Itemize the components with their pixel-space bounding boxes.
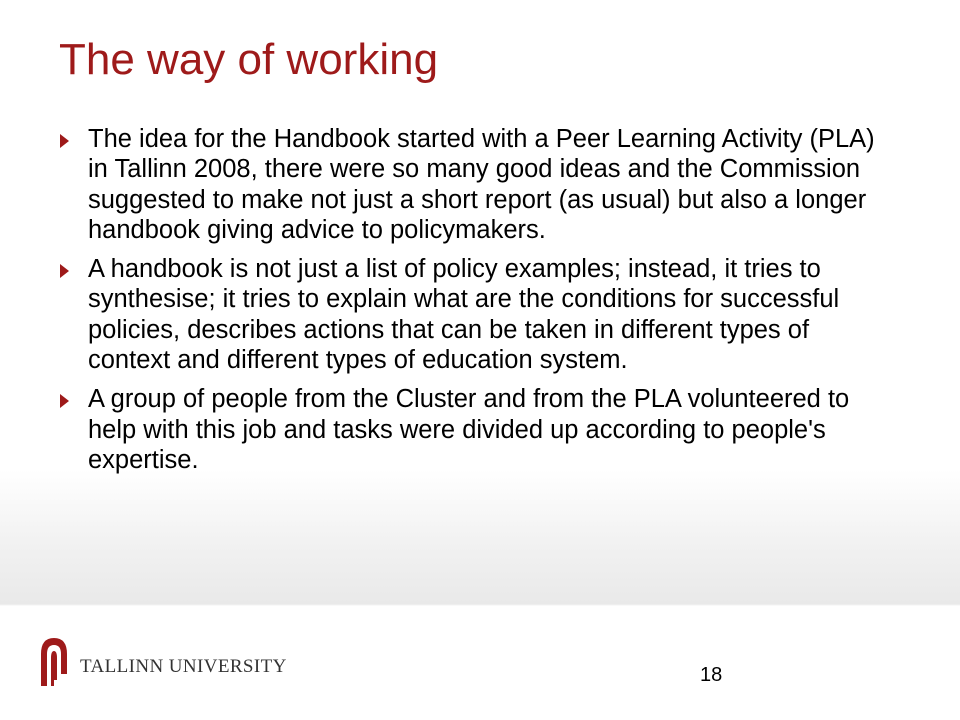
triangle-bullet-icon (60, 134, 69, 148)
bullet-item (58, 254, 898, 375)
tallinn-university-logo-icon (37, 634, 71, 688)
page-number: 18 (700, 664, 723, 686)
triangle-bullet-icon (60, 264, 69, 278)
slide-title: The way of working (59, 35, 439, 84)
bullet-item (58, 384, 898, 475)
bullet-text: A group of people from the Cluster and from the PLA volunteered to help with this job and tasks were divided up according to people's expertise. (88, 385, 850, 474)
bullet-list (58, 124, 898, 484)
university-logo (37, 634, 297, 694)
logo-text: TALLINN UNIVERSITY (80, 656, 287, 677)
bullet-text: The idea for the Handbook started with a Peer Learning Activity (PLA) in Tallinn 2008, there were so many good ideas and the Commission suggested to make not just a short report (as usual) but also a longer handbook giving advice to policymakers. (88, 125, 875, 244)
bullet-text: A handbook is not just a list of policy examples; instead, it tries to synthesise; it tries to explain what are the conditions for successful policies, describes actions that can be taken in different types of context and different types of education system. (88, 255, 840, 375)
triangle-bullet-icon (60, 394, 69, 408)
bullet-item (58, 124, 898, 245)
